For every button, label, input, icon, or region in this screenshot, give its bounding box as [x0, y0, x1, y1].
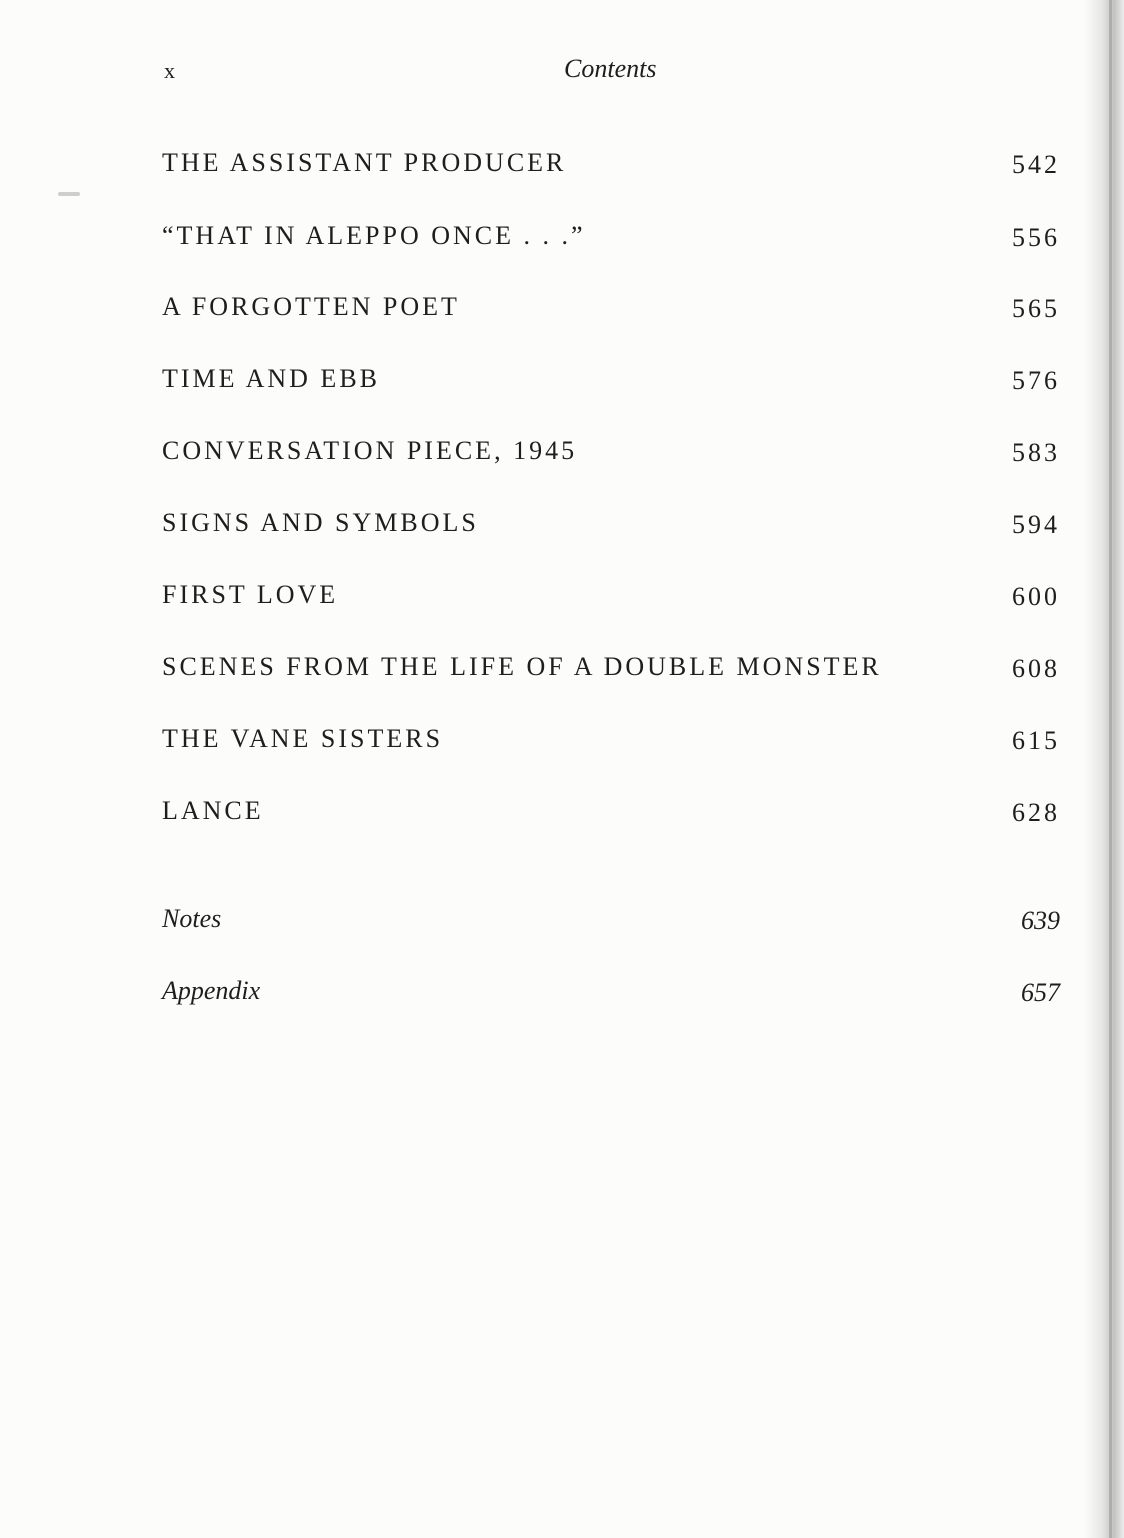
toc-entry-page: 600	[1012, 582, 1060, 611]
toc-entry-title: “THAT IN ALEPPO ONCE . . .”	[162, 221, 586, 250]
toc-entry-title: THE ASSISTANT PRODUCER	[162, 148, 567, 177]
toc-entry-page: 583	[1012, 438, 1060, 467]
toc-entry-page: 608	[1012, 654, 1060, 683]
toc-entry-page: 615	[1012, 726, 1060, 755]
toc-entry	[162, 364, 1060, 404]
scan-smudge	[58, 192, 80, 196]
toc-entry	[162, 292, 1060, 332]
page-edge-line	[1109, 0, 1112, 1538]
running-title: Contents	[564, 54, 657, 83]
toc-entry-page: 576	[1012, 366, 1060, 395]
page-edge-shadow	[1084, 0, 1124, 1538]
toc-entry	[162, 508, 1060, 548]
toc-entry	[162, 652, 1060, 692]
toc-entry-title: SIGNS AND SYMBOLS	[162, 508, 479, 537]
toc-entry	[162, 724, 1060, 764]
toc-entry-title: FIRST LOVE	[162, 580, 339, 609]
toc-entry	[162, 436, 1060, 476]
toc-entry-title: THE VANE SISTERS	[162, 724, 444, 753]
toc-entry-page: 565	[1012, 294, 1060, 323]
toc-entry	[162, 221, 1060, 261]
back-matter-title: Notes	[162, 904, 222, 933]
back-matter-page: 657	[1021, 978, 1060, 1007]
page-number: x	[164, 58, 176, 83]
back-matter-entry	[162, 976, 1060, 1016]
toc-entry	[162, 580, 1060, 620]
back-matter-title: Appendix	[162, 976, 261, 1005]
toc-entry-title: TIME AND EBB	[162, 364, 380, 393]
toc-entry-title: SCENES FROM THE LIFE OF A DOUBLE MONSTER	[162, 652, 882, 681]
toc-entry-page: 594	[1012, 510, 1060, 539]
toc-entry-page: 556	[1012, 223, 1060, 252]
toc-entry	[162, 796, 1060, 836]
toc-entry	[162, 148, 1060, 188]
toc-entry-title: A FORGOTTEN POET	[162, 292, 460, 321]
toc-entry-page: 542	[1012, 150, 1060, 179]
toc-entry-page: 628	[1012, 798, 1060, 827]
toc-entry-title: LANCE	[162, 796, 264, 825]
back-matter-page: 639	[1021, 906, 1060, 935]
back-matter-entry	[162, 904, 1060, 944]
toc-entry-title: CONVERSATION PIECE, 1945	[162, 436, 578, 465]
